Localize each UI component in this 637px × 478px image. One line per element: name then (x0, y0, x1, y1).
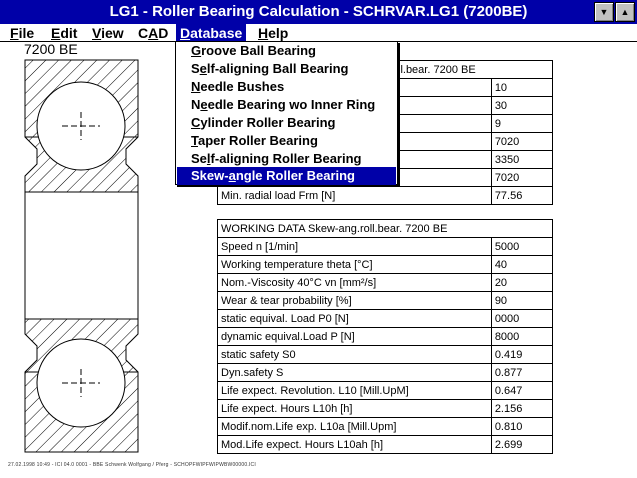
menu-edit[interactable]: Edit (51, 25, 78, 41)
table-row: Life expect. Hours L10h [h] 2.156 (218, 400, 553, 418)
table-row: Mod.Life expect. Hours L10ah [h] 2.699 (218, 436, 553, 454)
menu-help[interactable]: Help (258, 25, 289, 41)
table-row: dynamic equival.Load P [N] 8000 (218, 328, 553, 346)
table-row: 10 (218, 79, 553, 97)
minimize-icon: ▼ (599, 7, 609, 17)
upper-race-section (25, 60, 138, 192)
menu-item-self-aligning-roller-bearing[interactable]: Self-aligning Roller Bearing (191, 151, 362, 166)
table-row: 9 (218, 115, 553, 133)
menu-item-skew-angle-roller-bearing[interactable]: Skew-angle Roller Bearing (177, 167, 396, 185)
status-line: 27.02.1998 10:49 - ICI 04.0 0001 - BBE Schwenk Wolfgang / Pferg - SCHOPFWIPFWIPWBW00000.ICI (8, 462, 256, 468)
table-row: Min. radial load Frm [N] 77.56 (218, 187, 553, 205)
menu-item-needle-bushes[interactable]: Needle Bushes (191, 79, 285, 94)
minimize-button[interactable] (594, 2, 614, 22)
table-row: Life expect. Revolution. L10 [Mill.UpM] 0.647 (218, 382, 553, 400)
table-row: Working temperature theta [°C] 40 (218, 256, 553, 274)
menu-file[interactable]: File (10, 25, 35, 41)
database-dropdown (175, 41, 398, 185)
table-row: Speed n [1/min] 5000 (218, 238, 553, 256)
table-row: Dyn.safety S 0.877 (218, 364, 553, 382)
menu-item-cylinder-roller-bearing[interactable]: Cylinder Roller Bearing (191, 115, 336, 130)
menu-database[interactable]: Database (176, 24, 246, 42)
title-bar (0, 0, 637, 24)
menu-item-taper-roller-bearing[interactable]: Taper Roller Bearing (191, 133, 318, 148)
menu-view[interactable]: View (92, 25, 124, 41)
bearing-label: 7200 BE (24, 41, 78, 57)
table-row: 3350 (218, 151, 553, 169)
menu-bar (0, 24, 637, 42)
table-row: 7020 (218, 169, 553, 187)
menu-cad[interactable]: CAD (138, 25, 169, 41)
table-row: 7020 (218, 133, 553, 151)
table-row: Wear & tear probability [%] 90 (218, 292, 553, 310)
table-row: 30 (218, 97, 553, 115)
table-header: WORKING DATA Skew-ang.roll.bear. 7200 BE (218, 220, 553, 238)
menu-item-groove-ball-bearing[interactable]: Groove Ball Bearing (191, 43, 316, 58)
table-row: static equival. Load P0 [N] 0000 (218, 310, 553, 328)
table-row: static safety S0 0.419 (218, 346, 553, 364)
table-header: ll.bear. 7200 BE (218, 61, 553, 79)
working-data-table (217, 219, 553, 454)
maximize-icon: ▲ (620, 7, 630, 17)
table-row (218, 220, 553, 238)
menu-item-self-aligning-ball-bearing[interactable]: Self-aligning Ball Bearing (191, 61, 349, 76)
lower-race-section (25, 319, 138, 452)
maximize-button[interactable] (615, 2, 635, 22)
table-row: Modif.nom.Life exp. L10a [Mill.Upm] 0.810 (218, 418, 553, 436)
table-row: Nom.-Viscosity 40°C vn [mm²/s] 20 (218, 274, 553, 292)
window-title: LG1 - Roller Bearing Calculation - SCHRVAR.LG1 (7200BE) (109, 3, 528, 20)
menu-item-needle-bearing-wo-inner-ring[interactable]: Needle Bearing wo Inner Ring (191, 97, 376, 112)
bearing-drawing (0, 42, 175, 462)
